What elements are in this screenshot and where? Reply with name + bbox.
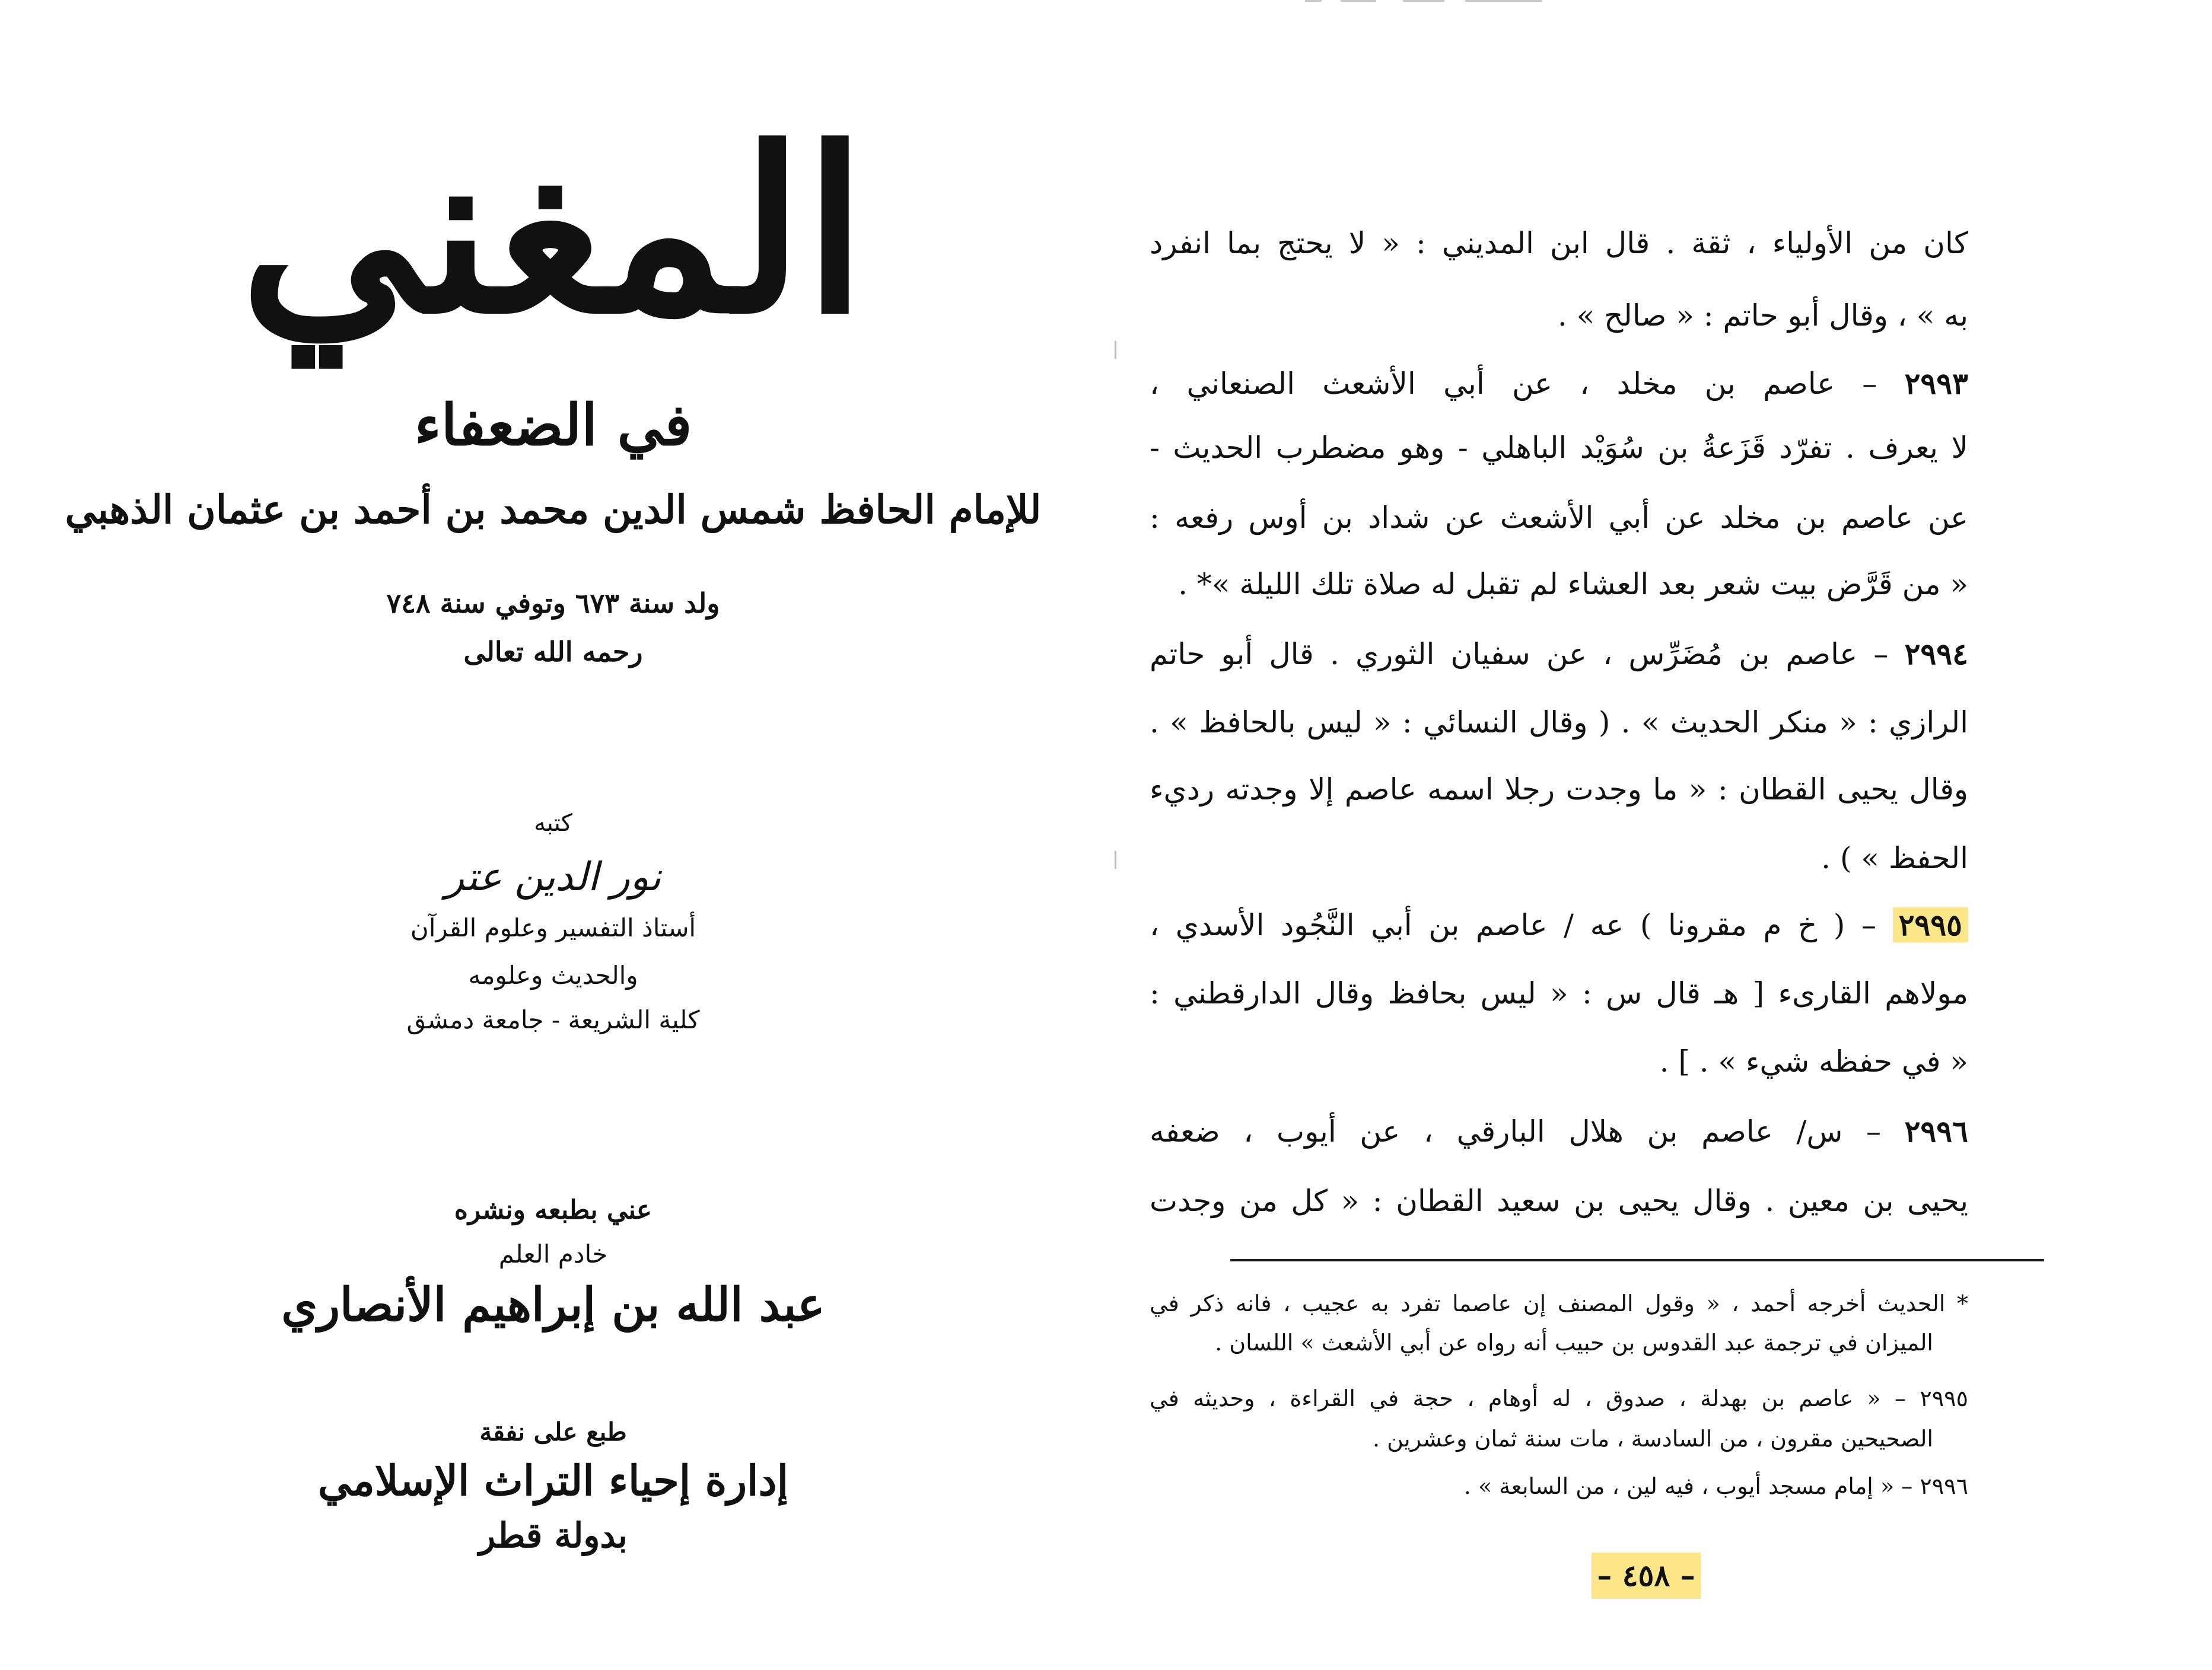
scan-mark — [1465, 0, 1542, 2]
text-line: الرازي : « منكر الحديث » . ( وقال النسائي : « ليس بالحافظ » . — [1150, 705, 1968, 740]
editor-name: نور الدين عتر — [445, 854, 661, 900]
author-name: للإمام الحافظ شمس الدين محمد بن أحمد بن عثمان الذهبي — [65, 486, 1042, 533]
entry-number: ٢٩٩٦ — [1904, 1114, 1968, 1149]
footnote: ٢٩٩٥ – « عاصم بن بهدلة ، صدوق ، له أوهام ، حجة في القراءة ، وحديثه في — [1150, 1385, 1968, 1411]
scan-mark — [1403, 0, 1444, 2]
text-line: لا يعرف . تفرّد قَزَعةُ بن سُوَيْد الباهلي - وهو مضطرب الحديث - — [1150, 431, 1968, 465]
text-line: الحفظ » ) . — [1821, 841, 1968, 875]
book-title: المغني — [240, 98, 867, 364]
entry-2995 — [1150, 904, 1968, 946]
footnote: ٢٩٩٦ – « إمام مسجد أيوب ، فيه لين ، من السابعة » . — [1463, 1473, 1968, 1499]
institute-name: إدارة إحياء التراث الإسلامي — [317, 1456, 789, 1505]
entry-2996 — [1150, 1111, 1968, 1152]
entry-text: – س/ عاصم بن هلال البارقي ، عن أيوب ، ضعفه — [1150, 1114, 1881, 1149]
entry-text: – عاصم بن مُضَرِّس ، عن سفيان الثوري . قال أبو حاتم — [1150, 637, 1889, 671]
printed-by-label: طبع على نفقة — [479, 1417, 627, 1446]
text-line: به » ، وقال أبو حاتم : « صالح » . — [1557, 298, 1968, 333]
invocation: رحمه الله تعالى — [463, 636, 643, 668]
footnote: * الحديث أخرجه أحمد ، « وقول المصنف إن عاصما تفرد به عجيب ، فانه ذكر في — [1150, 1290, 1968, 1317]
entry-2993 — [1150, 363, 1968, 404]
entry-number: ٢٩٩٤ — [1904, 636, 1968, 671]
highlighted-entry-number: ٢٩٩٥ — [1893, 907, 1968, 942]
text-page — [1106, 0, 2212, 1670]
text-line: عن عاصم بن مخلد عن أبي الأشعث عن شداد بن أوس رفعه : — [1150, 501, 1968, 535]
page-number: – ٤٥٨ – — [1592, 1553, 1701, 1599]
editor-title: والحديث وعلومه — [468, 961, 638, 990]
institute-location: بدولة قطر — [479, 1515, 628, 1556]
text-line: وقال يحيى القطان : « ما وجدت رجلا اسمه عاصم إلا وجدته رديء — [1150, 772, 1968, 807]
scan-mark — [1115, 341, 1116, 359]
text-line: مولاهم القارىء [ هـ قال س : « ليس بحافظ وقال الدارقطني : — [1150, 976, 1968, 1011]
editor-affiliation: كلية الشريعة - جامعة دمشق — [406, 1005, 700, 1034]
publisher-name: عبد الله بن إبراهيم الأنصاري — [281, 1278, 825, 1332]
footnote-divider — [1230, 1259, 2044, 1261]
text-line: « في حفظه شيء » . ] . — [1659, 1044, 1968, 1079]
text-line: يحيى بن معين . وقال يحيى بن سعيد القطان : « كل من وجدت — [1150, 1184, 1968, 1218]
entry-text: – عاصم بن مخلد ، عن أبي الأشعث الصنعاني ، — [1150, 366, 1877, 401]
entry-number: ٢٩٩٣ — [1904, 366, 1968, 401]
scan-mark — [1341, 0, 1376, 2]
text-line: « من قَرَّض بيت شعر بعد العشاء لم تقبل له صلاة تلك الليلة »* . — [1178, 567, 1968, 601]
footnote: الصحيحين مقرون ، من السادسة ، مات سنة ثمان وعشرين . — [1372, 1426, 1933, 1452]
scan-mark — [1115, 851, 1116, 869]
entry-2994 — [1150, 633, 1968, 675]
author-dates: ولد سنة ٦٧٣ وتوفي سنة ٧٤٨ — [386, 587, 720, 619]
publisher-note: عني بطبعه ونشره — [454, 1195, 653, 1225]
book-subtitle: في الضعفاء — [414, 391, 692, 458]
publisher-role: خادم العلم — [498, 1239, 608, 1269]
text-line: كان من الأولياء ، ثقة . قال ابن المديني : « لا يحتج بما انفرد — [1150, 226, 1968, 260]
editor-title: أستاذ التفسير وعلوم القرآن — [410, 913, 696, 942]
scan-mark — [1305, 0, 1322, 2]
footnote: الميزان في ترجمة عبد القدوس بن حبيب أنه رواه عن أبي الأشعث » اللسان . — [1215, 1330, 1933, 1356]
written-by-label: كتبه — [534, 809, 572, 837]
entry-text: – ( خ م مقرونا ) عه / عاصم بن أبي النَّجُود الأسدي ، — [1150, 908, 1876, 942]
